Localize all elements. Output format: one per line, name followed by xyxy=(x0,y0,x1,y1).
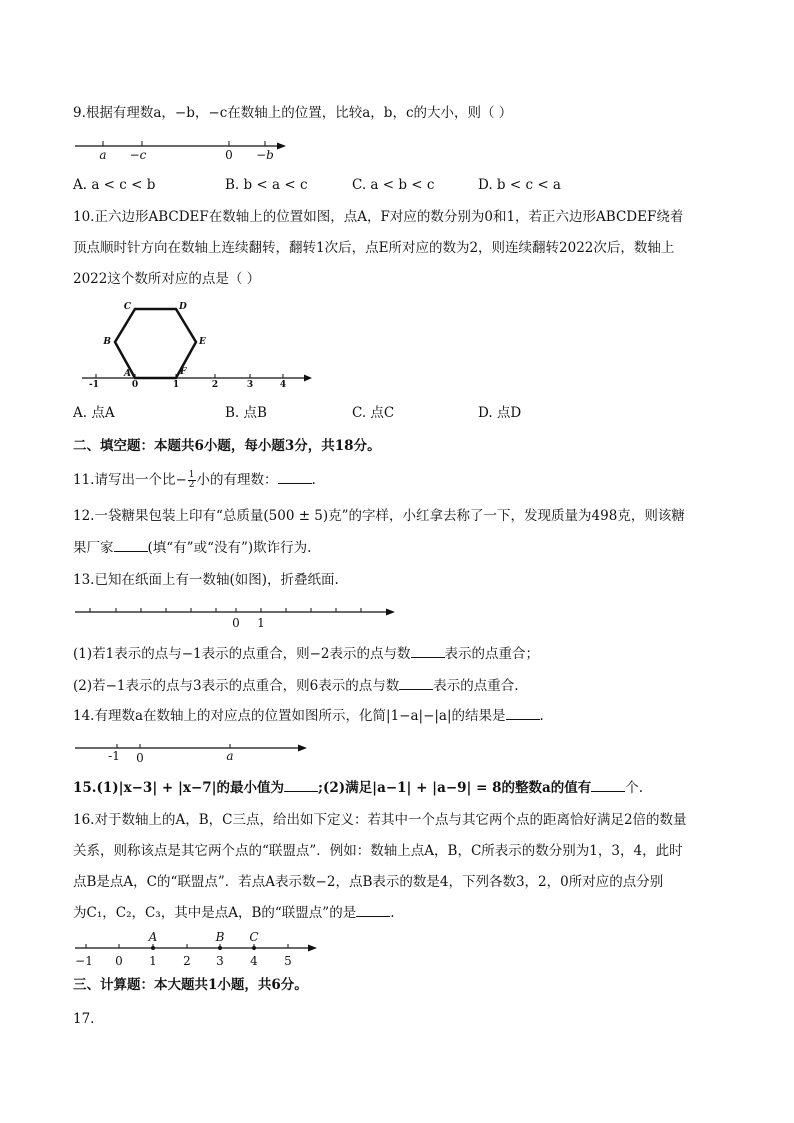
q16-answer-blank[interactable] xyxy=(356,904,390,917)
q16-tick-3: 3 xyxy=(216,954,224,968)
q10-stem-line-1: 10.正六边形ABCDEF在数轴上的位置如图，点A，F对应的数分别为0和1，若正六边形ABCDEF绕着 xyxy=(73,209,684,225)
q9-stem: 9.根据有理数a，−b，−c在数轴上的位置，比较a，b，c的大小，则（ ） xyxy=(73,105,513,121)
q10-option-a[interactable]: A. 点A xyxy=(73,405,115,421)
q10-vertex-d: D xyxy=(179,302,187,312)
q16-tick-0: 0 xyxy=(115,954,123,968)
q9-option-d[interactable]: D. b < c < a xyxy=(478,177,561,193)
q14-pre: 14.有理数a在数轴上的对应点的位置如图所示，化简|1−a|−|a|的结果是 xyxy=(73,708,506,724)
q13-p2-pre: (2)若−1表示的点与3表示的点重合，则6表示的点与数 xyxy=(73,678,400,694)
q13-part-2 xyxy=(73,677,519,695)
q16-label-b: B xyxy=(215,930,225,944)
q11-answer-blank[interactable] xyxy=(278,471,312,484)
q10-vertex-a: A xyxy=(124,369,131,379)
q14-label-neg1: -1 xyxy=(108,749,120,763)
q11-fraction xyxy=(188,471,196,490)
q10-vertex-b: B xyxy=(103,337,111,347)
q15-part-3: 个. xyxy=(625,780,644,796)
q12-line-2 xyxy=(73,539,311,557)
q14-answer-blank[interactable] xyxy=(506,707,540,720)
q10-vertex-f: F xyxy=(180,367,187,377)
q10-vertex-e: E xyxy=(199,337,206,347)
q10-option-d[interactable]: D. 点D xyxy=(478,405,522,421)
q14 xyxy=(73,707,544,725)
q10-tick-neg1: -1 xyxy=(89,380,99,390)
q13-stem: 13.已知在纸面上有一数轴(如图)，折叠纸面. xyxy=(73,572,339,588)
q11-frac-den: 2 xyxy=(188,480,195,490)
q16-point-c xyxy=(252,946,256,950)
q10-tick-2: 2 xyxy=(211,380,219,390)
q15-answer-blank-2[interactable] xyxy=(591,779,625,792)
q12-line2-pre: 果厂家 xyxy=(73,540,114,556)
q10-tick-0: 0 xyxy=(131,380,139,390)
q16-line-2: 关系，则称该点是其它两个点的“联盟点”．例如：数轴上点A，B，C所表示的数分别为1，3，4，此时 xyxy=(73,843,683,859)
q16-tick-4: 4 xyxy=(250,954,258,968)
q13-p1-pre: (1)若1表示的点与−1表示的点重合，则−2表示的点与数 xyxy=(73,646,411,662)
q9-label-neg-b: −b xyxy=(256,148,274,162)
q11 xyxy=(73,471,316,490)
q12-line2-post: (填“有”或“没有”)欺诈行为. xyxy=(147,540,312,556)
q15-part-2: ;(2)满足|a−1| + |a−9| = 8的整数a的值有 xyxy=(318,780,592,796)
q9-option-b[interactable]: B. b < a < c xyxy=(225,177,308,193)
q14-end: . xyxy=(539,708,544,724)
q13-p2-post: 表示的点重合. xyxy=(433,678,519,694)
q10-hexagon-figure xyxy=(78,298,318,393)
q10-option-c[interactable]: C. 点C xyxy=(352,405,395,421)
q14-number-line xyxy=(72,742,312,766)
q13-part-1 xyxy=(73,645,539,663)
q10-tick-4: 4 xyxy=(279,380,287,390)
q10-vertex-c: C xyxy=(123,302,131,312)
q15 xyxy=(73,779,643,797)
q9-label-neg-c: −c xyxy=(129,148,147,162)
q16-point-b xyxy=(218,946,222,950)
q16-tick-2: 2 xyxy=(183,954,191,968)
q13-label-0: 0 xyxy=(232,616,240,630)
q16-point-a xyxy=(151,946,155,950)
q11-frac-num: 1 xyxy=(188,470,195,480)
q13-p2-answer-blank[interactable] xyxy=(399,677,433,690)
q14-label-0: 0 xyxy=(136,751,144,765)
q11-end: . xyxy=(311,472,316,488)
q9-label-a: a xyxy=(99,148,107,162)
q9-label-zero: 0 xyxy=(225,148,233,162)
q16-line-3: 点B是点A，C的“联盟点”．若点A表示数−2，点B表示的数是4，下列各数3，2，0所对应的点分别 xyxy=(73,874,664,890)
q9-number-line xyxy=(72,138,292,168)
q12-line-1: 12.一袋糖果包装上印有“总质量(500 ± 5)克”的字样，小红拿去称了一下，发现质量为498克，则该糖 xyxy=(73,508,685,524)
q17-label: 17. xyxy=(73,1011,95,1027)
q16-tick-5: 5 xyxy=(284,954,292,968)
q10-tick-3: 3 xyxy=(246,380,254,390)
q15-part-1: 15.(1)|x−3| + |x−7|的最小值为 xyxy=(73,780,285,796)
q10-tick-1: 1 xyxy=(172,380,180,390)
q13-p1-answer-blank[interactable] xyxy=(411,645,445,658)
q16-last-end: . xyxy=(390,905,395,921)
q12-answer-blank[interactable] xyxy=(114,539,148,552)
q16-line-1: 16.对于数轴上的A，B，C三点，给出如下定义：若其中一个点与其它两个点的距离恰好满足2倍的数量 xyxy=(73,812,687,828)
q14-label-a: a xyxy=(226,749,234,763)
q10-stem-line-2: 顶点顺时针方向在数轴上连续翻转，翻转1次后，点E所对应的数为2，则连续翻转2022次后，数轴上 xyxy=(73,240,675,256)
q9-option-c[interactable]: C. a < b < c xyxy=(352,177,435,193)
q9-option-a[interactable]: A. a < c < b xyxy=(73,177,156,193)
q15-answer-blank-1[interactable] xyxy=(284,779,318,792)
q16-label-a: A xyxy=(148,930,158,944)
q10-stem-line-3: 2022这个数所对应的点是（ ） xyxy=(73,271,261,287)
q16-number-line xyxy=(72,928,322,970)
section-2-heading: 二、填空题：本题共6小题，每小题3分，共18分。 xyxy=(73,438,381,454)
q16-line-4 xyxy=(73,904,395,922)
section-3-heading: 三、计算题：本大题共1小题，共6分。 xyxy=(73,977,308,993)
q11-post: 小的有理数： xyxy=(196,472,278,488)
q13-number-line xyxy=(72,605,402,635)
q13-label-1: 1 xyxy=(257,616,265,630)
q16-last-pre: 为C₁，C₂，C₃，其中是点A，B的“联盟点”的是 xyxy=(73,905,357,921)
q11-pre: 11.请写出一个比− xyxy=(73,472,187,488)
q16-label-c: C xyxy=(249,930,259,944)
q10-option-b[interactable]: B. 点B xyxy=(225,405,267,421)
q16-tick-1: 1 xyxy=(149,954,157,968)
q13-p1-post: 表示的点重合； xyxy=(444,646,540,662)
q16-tick-neg1: −1 xyxy=(75,954,93,968)
